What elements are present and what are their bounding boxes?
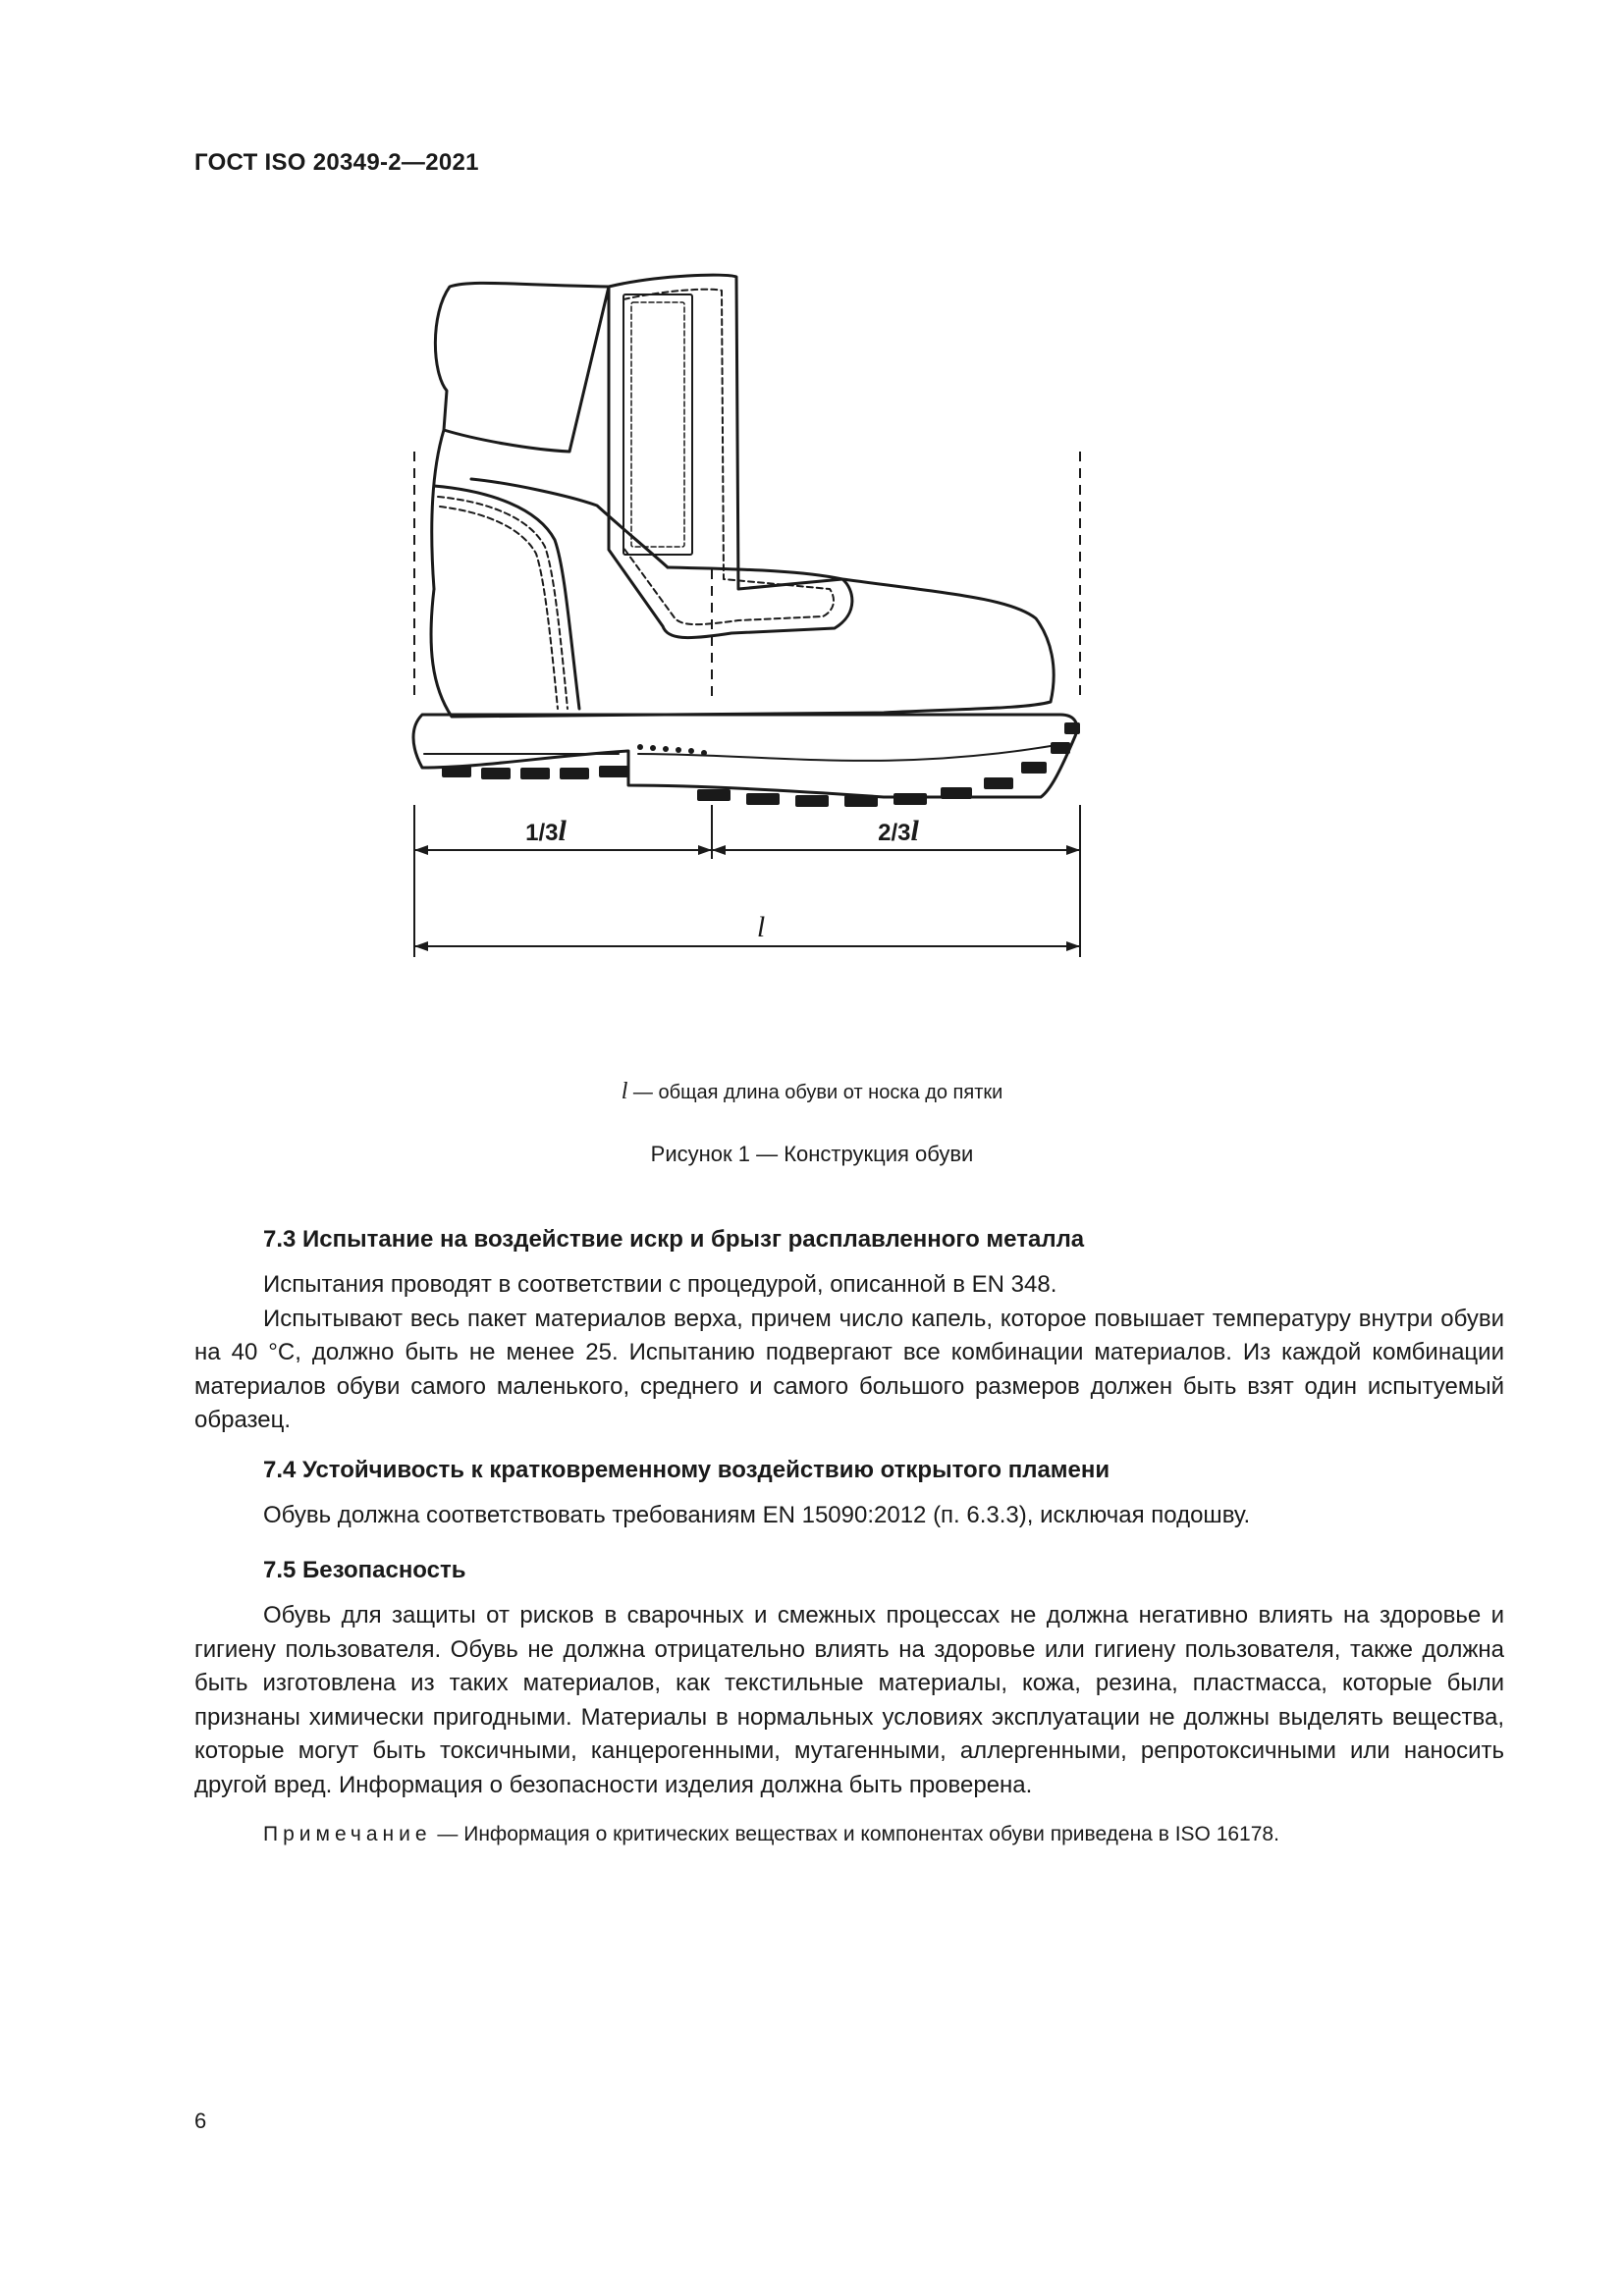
section-title: 7.5 Безопасность <box>263 1557 466 1583</box>
section-7-5 <box>194 1554 1504 1802</box>
dim-label-one-third: 1/3l <box>525 815 567 847</box>
heel-counter <box>434 486 579 709</box>
boot-collar <box>435 283 609 452</box>
boot-construction-figure <box>373 255 1316 1070</box>
note-label: Примечание <box>263 1823 432 1845</box>
section-7-3 <box>194 1223 1504 1438</box>
paragraph: Обувь для защиты от рисков в сварочных и смежных процессах не должна негативно влиять на здоровье и гигиену пользователя. Обувь не должна отрицательно влиять на здоровье или гигиену пользователя, также должна быть изготовлена из таких материалов, как текстильные материалы, кожа, резина, пластмасса, которые были признаны химически пригодными. Материалы в нормальных условиях эксплуатации не должны выделять вещества, которые могут быть токсичными, канцерогенными, мутагенными, аллергенными, репротоксичными или наносить другой вред. Информация о безопасности изделия должна быть проверена. <box>194 1602 1504 1798</box>
page-number: 6 <box>194 2109 207 2133</box>
note <box>194 1818 1504 1852</box>
flap-outer <box>609 275 852 637</box>
sole-tread <box>442 722 1080 807</box>
legend-text: — общая длина обуви от носка до пятки <box>627 1082 1003 1103</box>
velcro-strap <box>623 294 692 555</box>
document-body <box>194 1223 1504 1852</box>
figure-caption: Рисунок 1 — Конструкция обуви <box>650 1142 974 1166</box>
boot-shaft <box>432 430 444 589</box>
section-7-4 <box>194 1454 1504 1533</box>
section-title: 7.4 Устойчивость к кратковременному воздействию открытого пламени <box>263 1456 1110 1483</box>
paragraph: Обувь должна соответствовать требованиям EN 15090:2012 (п. 6.3.3), исключая подошву. <box>263 1501 1251 1528</box>
figure-legend <box>0 1079 1624 1105</box>
dim-label-length: l <box>756 911 766 943</box>
paragraph: Испытывают весь пакет материалов верха, причем число капель, которое повышает температуру внутри обуви на 40 °C, должно быть не менее 25. Испытанию подвергают все комбинации материалов. Из каждой комбинации материалов обуви самого маленького, среднего и самого большого размеров должен быть взят один испытуемый образец. <box>194 1305 1504 1433</box>
legend-symbol: l <box>621 1079 628 1104</box>
dim-label-two-thirds: 2/3l <box>878 815 919 847</box>
note-text: — Информация о критических веществах и компонентах обуви приведена в ISO 16178. <box>431 1823 1279 1845</box>
boot-drawing <box>373 255 1316 1070</box>
section-title: 7.3 Испытание на воздействие искр и брызг расплавленного металла <box>263 1226 1085 1253</box>
paragraph: Испытания проводят в соответствии с процедурой, описанной в EN 348. <box>263 1271 1057 1298</box>
document-header: ГОСТ ISO 20349-2—2021 <box>194 149 479 176</box>
